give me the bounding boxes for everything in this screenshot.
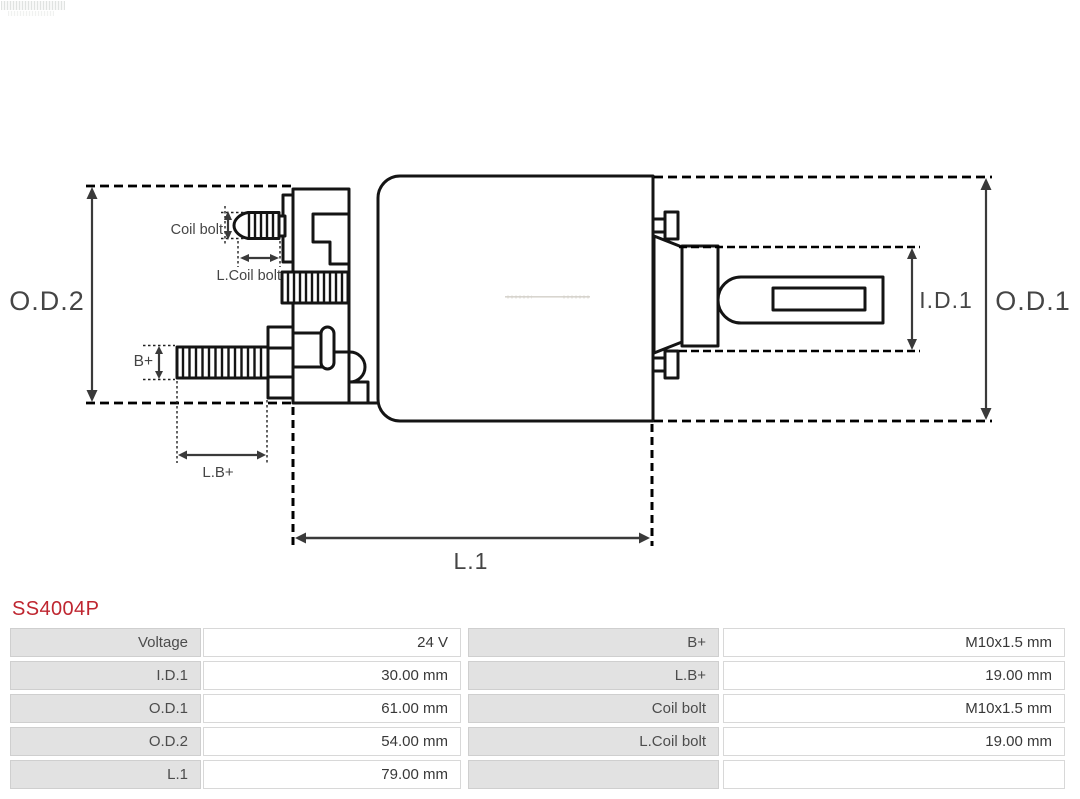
rear-terminal-bottom-nub <box>653 358 665 371</box>
spec-label <box>468 760 719 789</box>
spec-label: L.1 <box>10 760 201 789</box>
id1-label: I.D.1 <box>919 287 973 313</box>
spec-value: 79.00 mm <box>203 760 461 789</box>
spec-value: 24 V <box>203 628 461 657</box>
part-number: SS4004P <box>12 598 100 620</box>
b-plus-nut <box>268 327 293 398</box>
plunger-slot <box>773 288 865 310</box>
spec-value: M10x1.5 mm <box>723 628 1065 657</box>
coil-bolt-label: Coil bolt <box>170 222 223 238</box>
od2-label: O.D.2 <box>9 286 85 316</box>
center-watermark-icon <box>505 296 590 298</box>
b-plus-label: B+ <box>133 353 153 370</box>
spec-value: 54.00 mm <box>203 727 461 756</box>
spec-value: 19.00 mm <box>723 661 1065 690</box>
rear-terminal-top <box>665 212 678 239</box>
spec-label: I.D.1 <box>10 661 201 690</box>
spec-table <box>10 628 1065 793</box>
spec-value <box>723 760 1065 789</box>
od1-label: O.D.1 <box>995 286 1071 316</box>
spec-value: 19.00 mm <box>723 727 1065 756</box>
table-row <box>10 727 1065 756</box>
l1-label: L.1 <box>453 548 489 574</box>
spec-value: 30.00 mm <box>203 661 461 690</box>
spec-label: O.D.2 <box>10 727 201 756</box>
rear-boss <box>682 246 718 346</box>
spec-label: B+ <box>468 628 719 657</box>
spec-value: M10x1.5 mm <box>723 694 1065 723</box>
solenoid-outline <box>177 176 883 421</box>
threaded-collar <box>282 272 348 303</box>
l-coil-bolt-label: L.Coil bolt <box>216 268 281 284</box>
table-row <box>10 760 1065 789</box>
table-row <box>10 628 1065 657</box>
spec-label: Coil bolt <box>468 694 719 723</box>
spec-value: 61.00 mm <box>203 694 461 723</box>
rear-terminal-top-nub <box>653 219 665 232</box>
spec-label: Voltage <box>10 628 201 657</box>
rear-terminal-bottom <box>665 351 678 378</box>
table-row <box>10 661 1065 690</box>
spec-label: L.B+ <box>468 661 719 690</box>
witness-lines <box>143 206 280 463</box>
rear-frustum <box>654 236 682 353</box>
spec-label: L.Coil bolt <box>468 727 719 756</box>
table-row <box>10 694 1065 723</box>
b-plus-insulator <box>293 333 323 367</box>
b-plus-washer <box>321 327 334 369</box>
l-b-plus-label: L.B+ <box>202 464 234 481</box>
spec-label: O.D.1 <box>10 694 201 723</box>
